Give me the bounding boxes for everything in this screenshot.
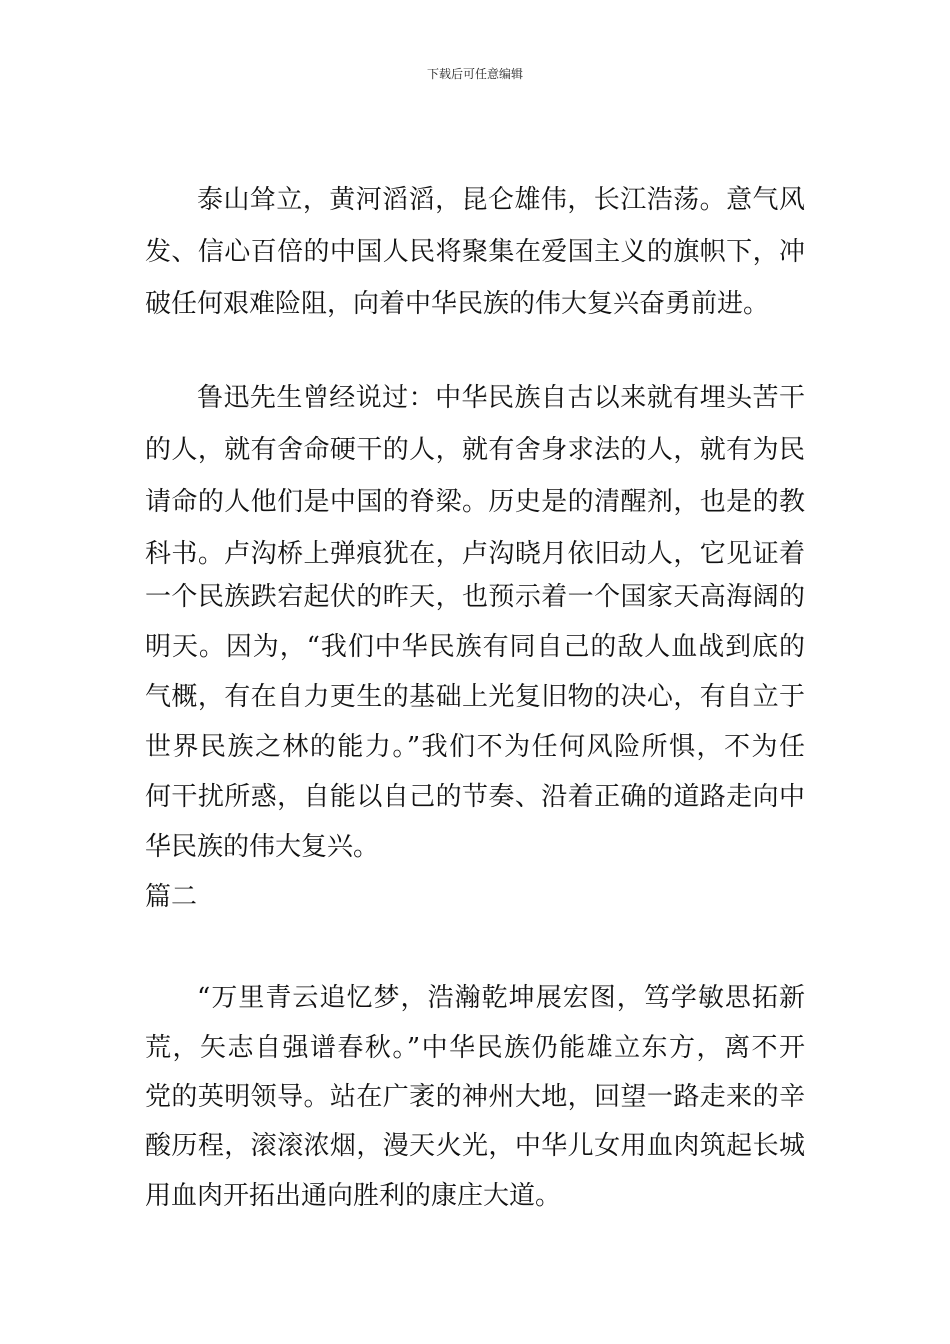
paragraph-2-line: 的人，就有舍命硬干的人，就有舍身求法的人，就有为民 bbox=[145, 435, 805, 465]
paragraph-2-line: 世界民族之林的能力。”我们不为任何风险所惧，不为任 bbox=[145, 732, 805, 762]
paragraph-2-line: 气概，有在自力更生的基础上光复旧物的决心，有自立于 bbox=[145, 682, 805, 712]
paragraph-1-line: 发、信心百倍的中国人民将聚集在爱国主义的旗帜下，冲 bbox=[145, 237, 805, 267]
paragraph-3-line: 酸历程，滚滚浓烟，漫天火光，中华儿女用血肉筑起长城 bbox=[145, 1131, 805, 1161]
paragraph-2-line: 请命的人他们是中国的脊梁。历史是的清醒剂，也是的教 bbox=[145, 487, 805, 517]
paragraph-2-line: 何干扰所惑，自能以自己的节奏、沿着正确的道路走向中 bbox=[145, 782, 805, 812]
paragraph-2-line: 科书。卢沟桥上弹痕犹在，卢沟晓月依旧动人，它见证着 bbox=[145, 539, 805, 569]
paragraph-3-line: 党的英明领导。站在广袤的神州大地，回望一路走来的辛 bbox=[145, 1082, 805, 1112]
section-heading: 篇二 bbox=[145, 882, 198, 912]
paragraph-2-line: 明天。因为，“我们中华民族有同自己的敌人血战到底的 bbox=[145, 632, 805, 662]
page-header: 下载后可任意编辑 bbox=[426, 67, 523, 81]
paragraph-1-line: 泰山耸立，黄河滔滔，昆仑雄伟，长江浩荡。意气风 bbox=[197, 185, 805, 215]
paragraph-3-line: 用血肉开拓出通向胜利的康庄大道。 bbox=[145, 1181, 562, 1211]
paragraph-3-line: 荒，矢志自强谱春秋。”中华民族仍能雄立东方，离不开 bbox=[145, 1033, 805, 1063]
paragraph-1-line: 破任何艰难险阻，向着中华民族的伟大复兴奋勇前进。 bbox=[145, 289, 770, 319]
paragraph-2-line: 华民族的伟大复兴。 bbox=[145, 832, 380, 862]
paragraph-2-line: 一个民族跌宕起伏的昨天，也预示着一个国家天高海阔的 bbox=[145, 582, 805, 612]
paragraph-2-line: 鲁迅先生曾经说过：中华民族自古以来就有埋头苦干 bbox=[197, 383, 805, 413]
paragraph-3-line: “万里青云追忆梦，浩瀚乾坤展宏图，笃学敏思拓新 bbox=[197, 983, 805, 1013]
